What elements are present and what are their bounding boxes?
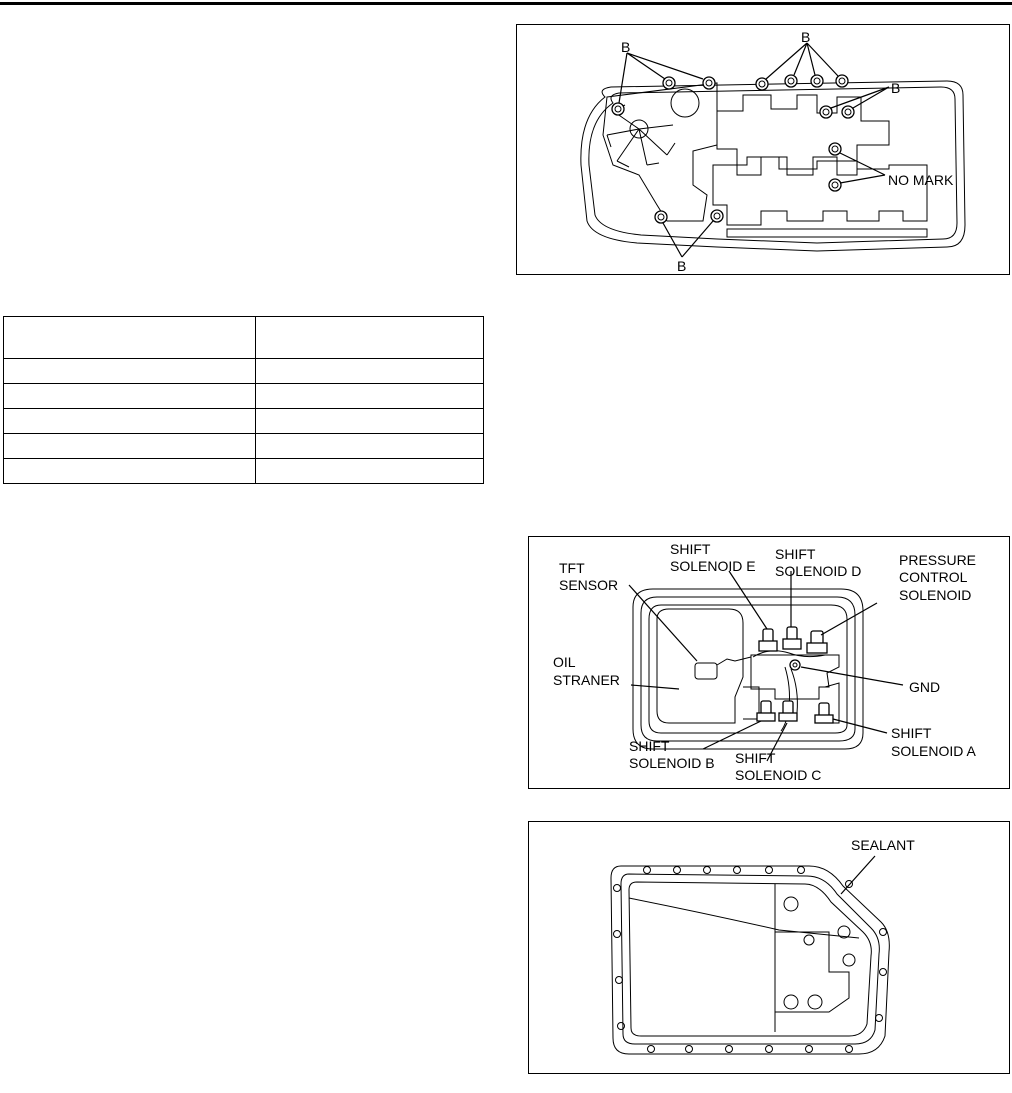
no-mark-label: NO MARK (888, 172, 954, 188)
bolt-hole (614, 885, 621, 892)
tft-sensor-label-line2: SENSOR (559, 577, 619, 593)
oil-strainer-label-line2: STRANER (553, 672, 620, 688)
shift-solenoid-a-label-line2: SOLENOID A (891, 743, 976, 759)
bolt (842, 106, 854, 118)
pan-boss (843, 954, 855, 966)
shift-solenoid-c-label-line1: SHIFT (735, 750, 776, 766)
leader-line (729, 571, 767, 629)
table-header-cell (4, 317, 256, 359)
leader-line (766, 43, 838, 79)
table-row (4, 359, 484, 384)
leader-line (841, 856, 875, 894)
bolt (836, 75, 848, 87)
shift-solenoid-c-label-line2: SOLENOID C (735, 767, 822, 783)
table-cell (4, 359, 256, 384)
leader-line (833, 719, 887, 733)
bolt-hole (806, 1046, 813, 1053)
figure-oil-pan (528, 821, 1010, 1074)
shift-solenoid-b-label-line1: SHIFT (629, 738, 670, 754)
bolt-hole (880, 929, 887, 936)
figure-solenoids (528, 536, 1010, 789)
bolt (612, 103, 624, 115)
bolt-hole (704, 867, 711, 874)
spec-table (3, 316, 484, 484)
accumulator-circle (671, 89, 699, 117)
pressure-control-solenoid-label-line2: CONTROL (899, 569, 968, 585)
pressure-control-solenoid (807, 631, 827, 653)
leader-line (663, 221, 713, 257)
gnd-bolt (790, 660, 800, 670)
shift-solenoid-c (779, 701, 797, 721)
valve-body-lower-block (713, 157, 927, 225)
leader-line (840, 153, 885, 183)
bolt (820, 106, 832, 118)
leader-line (801, 667, 903, 685)
bolt-hole (726, 1046, 733, 1053)
table-cell (256, 359, 484, 384)
table-row (4, 384, 484, 409)
bolt-hole (648, 1046, 655, 1053)
bolt-hole (766, 1046, 773, 1053)
pan-boss (784, 897, 798, 911)
shift-solenoid-e (759, 629, 777, 651)
bolt-label-b: B (621, 39, 631, 55)
table-cell (256, 409, 484, 434)
oil-strainer-body (657, 609, 743, 723)
bolt-hole (686, 1046, 693, 1053)
sealant-label: SEALANT (851, 837, 915, 853)
oil-pan-sealant-bead (621, 874, 879, 1044)
pan-outline-outer (633, 589, 863, 749)
bolt-hole (880, 969, 887, 976)
oil-pan-drawing (529, 822, 1011, 1075)
header-rule (0, 2, 1012, 5)
tft-sensor-label-line1: TFT (559, 560, 585, 576)
bolt-hole (766, 867, 773, 874)
valve-body-outline (581, 81, 965, 251)
shift-solenoid-b-label-line2: SOLENOID B (629, 755, 715, 771)
pan-boss (808, 995, 822, 1009)
bolt (829, 179, 841, 191)
bolt-hole (614, 931, 621, 938)
shift-solenoid-e-label-line1: SHIFT (670, 541, 711, 557)
bolt (655, 211, 667, 223)
oil-pan-flange-outer (611, 866, 889, 1054)
table-cell (256, 384, 484, 409)
bolt (811, 75, 823, 87)
bolt-label-b: B (677, 258, 687, 274)
shift-solenoid-a-label-line1: SHIFT (891, 725, 932, 741)
table-cell (256, 434, 484, 459)
valve-body-drawing (517, 25, 1011, 276)
shift-solenoid-d-label-line2: SOLENOID D (775, 563, 862, 579)
leader-line (821, 603, 877, 635)
bolt-hole (674, 867, 681, 874)
figure-valve-body (516, 24, 1010, 275)
leader-line (619, 53, 703, 103)
bolt-hole (618, 1023, 625, 1030)
pan-boss (784, 995, 798, 1009)
bolt-hole (734, 867, 741, 874)
bolt-hole (644, 867, 651, 874)
valve-body-bottom-strip (727, 229, 927, 237)
solenoids-drawing (529, 537, 1011, 790)
gnd-label: GND (909, 679, 941, 695)
pressure-control-solenoid-label-line1: PRESSURE (899, 552, 977, 568)
bolt-label-b: B (801, 29, 811, 45)
bolt (703, 77, 715, 89)
bolt-hole (798, 867, 805, 874)
table-cell (256, 459, 484, 484)
shift-solenoid-d (783, 627, 801, 649)
bolt (785, 75, 797, 87)
bolt (711, 210, 723, 222)
bolt-hole (876, 1015, 883, 1022)
table-header-row (4, 317, 484, 359)
shift-solenoid-a (815, 703, 833, 723)
table-cell (4, 409, 256, 434)
tft-sensor-lead (717, 657, 751, 665)
bolt-label-b: B (891, 80, 901, 96)
oil-strainer-label-line1: OIL (553, 654, 576, 670)
bolt (829, 143, 841, 155)
table-header-cell (256, 317, 484, 359)
pan-outline-inner (649, 605, 847, 733)
table-row (4, 409, 484, 434)
table-cell (4, 434, 256, 459)
bolt (756, 78, 768, 90)
table-row (4, 459, 484, 484)
shift-solenoid-b (757, 701, 775, 721)
bolt-hole (846, 1046, 853, 1053)
shift-solenoid-e-label-line2: SOLENOID E (670, 558, 756, 574)
leader-line (703, 721, 761, 749)
table-row (4, 434, 484, 459)
table-cell (4, 459, 256, 484)
pan-boss (804, 935, 814, 945)
pressure-control-solenoid-label-line3: SOLENOID (899, 587, 972, 603)
tft-sensor-body (695, 663, 717, 679)
valve-body-upper-block (717, 95, 889, 175)
bolt-hole (616, 977, 623, 984)
leader-line (629, 585, 697, 661)
shift-solenoid-d-label-line1: SHIFT (775, 546, 816, 562)
leader-line (631, 685, 679, 689)
table-cell (4, 384, 256, 409)
